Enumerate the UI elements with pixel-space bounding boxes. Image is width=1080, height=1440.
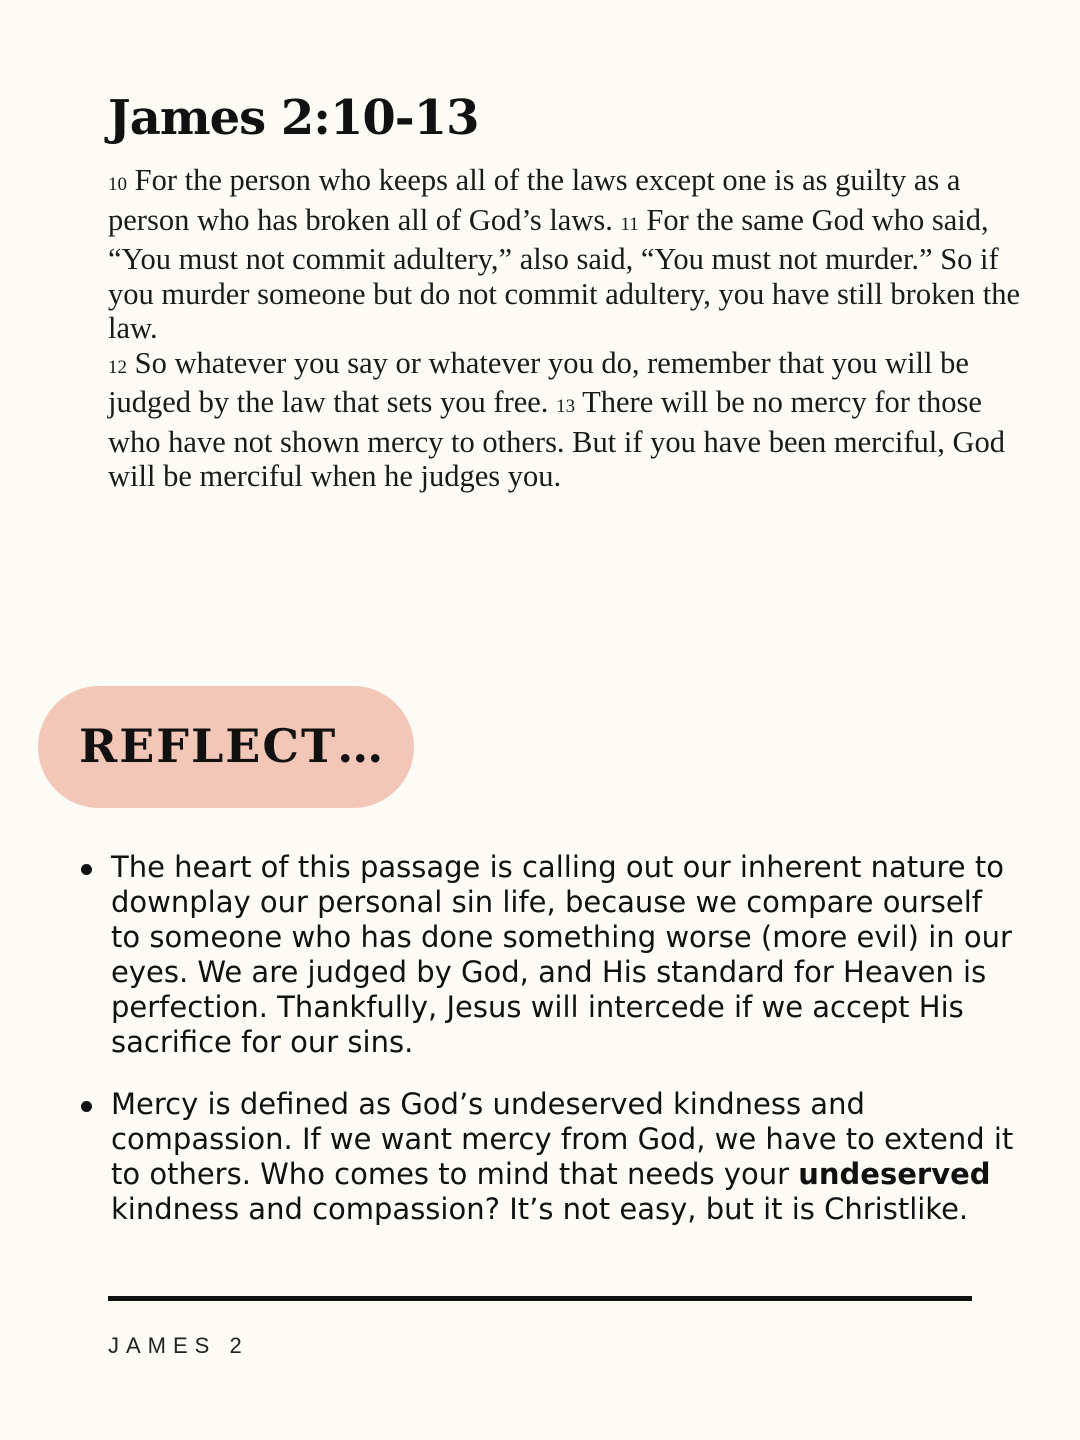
reflect-badge (38, 686, 414, 808)
divider (108, 1296, 972, 1301)
bullet-emphasis: undeserved (798, 1157, 991, 1191)
verse-number: 10 (108, 174, 127, 195)
bullet-dot-icon (81, 864, 92, 875)
reflect-heading: REFLECT… (79, 719, 386, 773)
scripture-paragraph (108, 346, 1028, 494)
verse-text: For the same God who said, “You must not commit adultery,” also said, “You must not murder.” So if you murder someone but do not commit adultery, you have still broken the law. (108, 202, 1020, 345)
bullet-text: Mercy is defined as God’s undeserved kindness and compassion. If we want mercy from God, we have to extend it to others. Who comes to mind that needs your (111, 1087, 1014, 1191)
bullet-text: The heart of this passage is calling out our inherent nature to downplay our personal sin life, because we compare ourself to someone who has done something worse (more evil) in our eyes. We are judged by God, and His standard for Heaven is perfection. Thankfully, Jesus will intercede if we accept His sacrifice for our sins. (111, 850, 1012, 1059)
verse-number: 12 (108, 356, 127, 378)
bullet-dot-icon (81, 1101, 92, 1112)
scripture-paragraph (108, 163, 1028, 346)
page-title: James 2:10-13 (108, 90, 479, 146)
verse-text: There will be no mercy for those who have not shown mercy to others. But if you have been merciful, God will be merciful when he judges you. (108, 385, 1005, 493)
verse-number: 11 (620, 213, 639, 235)
scripture-passage (108, 163, 1028, 494)
verse-text: So whatever you say or whatever you do, remember that you will be judged by the law that sets you free. (108, 345, 969, 419)
verse-text: For the person who keeps all of the laws except one is as guilty as a person who has broken all of God’s laws. (108, 163, 961, 237)
list-item (78, 850, 1018, 1060)
bullet-text: kindness and compassion? It’s not easy, but it is Christlike. (111, 1192, 969, 1226)
reflection-list (78, 850, 1018, 1254)
list-item (78, 1087, 1018, 1227)
footer-label: JAMES 2 (108, 1333, 249, 1358)
verse-number: 13 (556, 396, 576, 417)
